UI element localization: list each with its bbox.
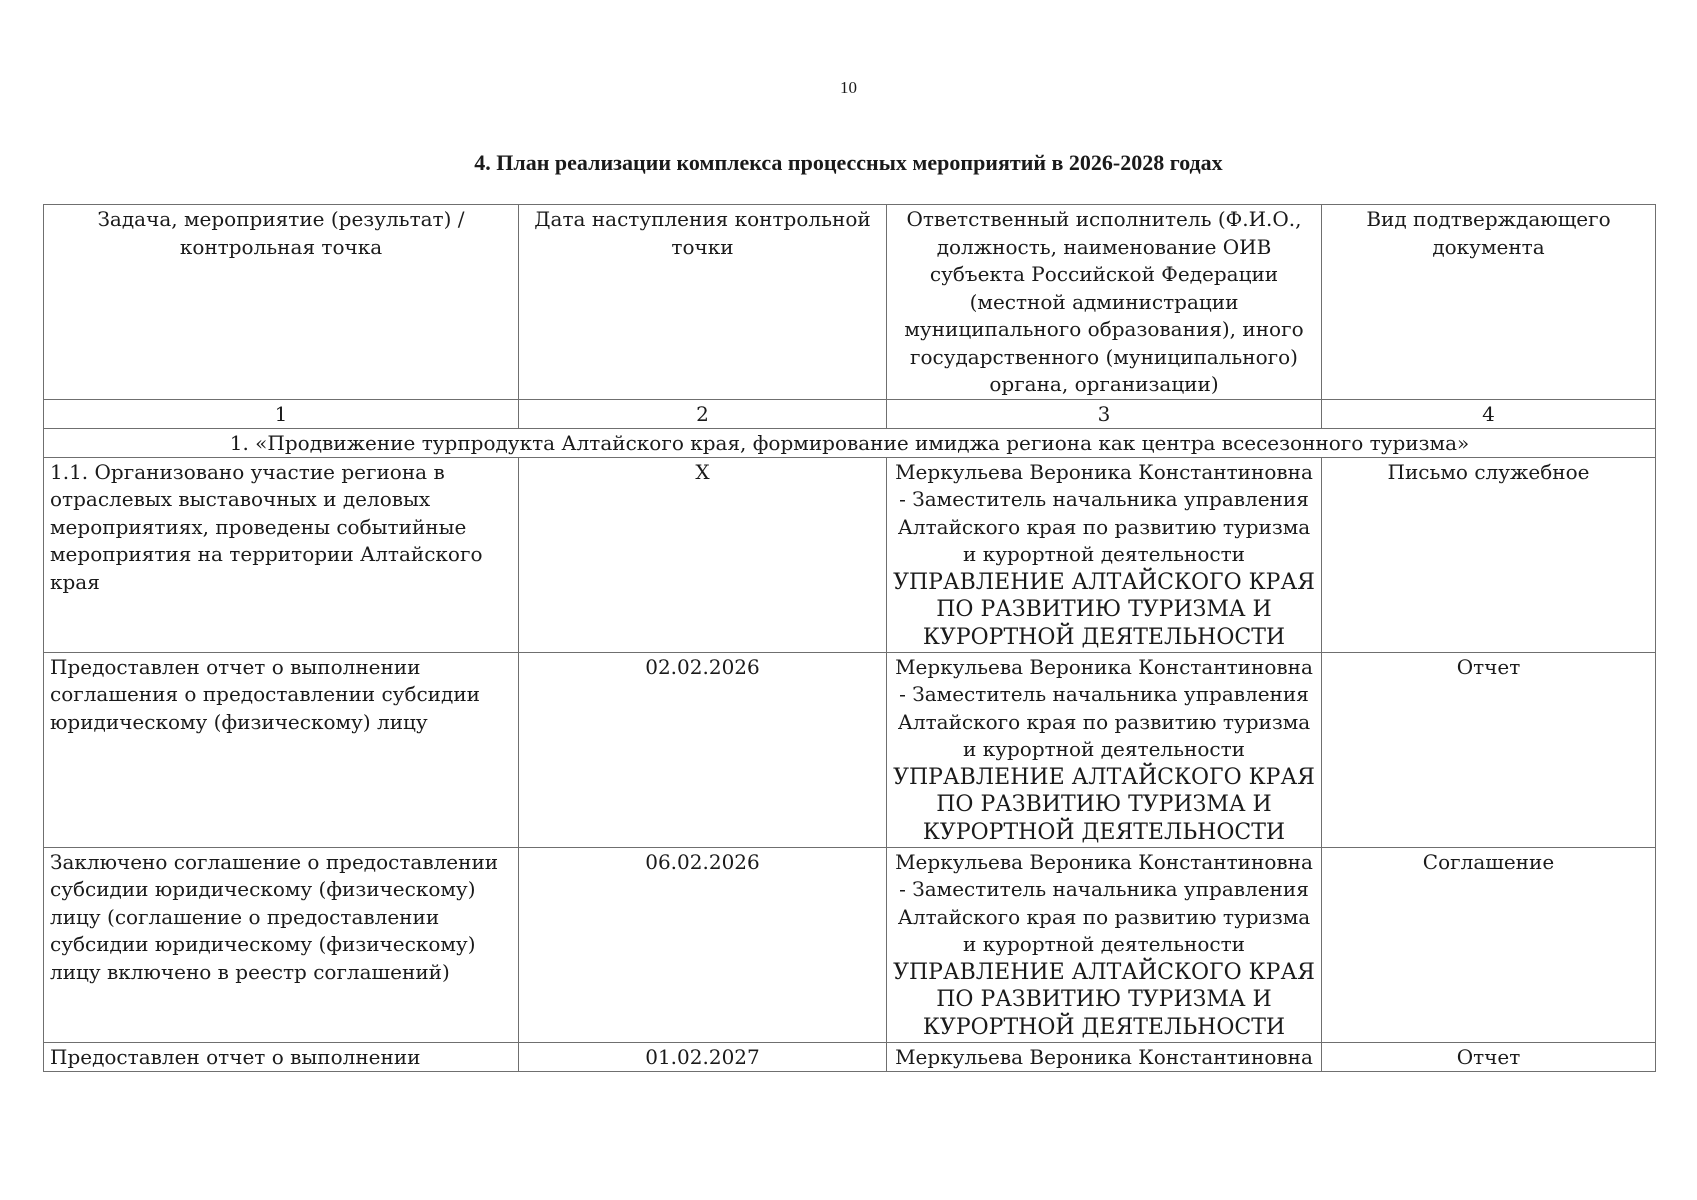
executor-cell bbox=[887, 847, 1322, 1042]
executor-text: Меркульева Вероника Константиновна - Заместитель начальника управления Алтайского края по развитию туризма и курортной деятельности bbox=[895, 849, 1313, 956]
header-executor: Ответственный исполнитель (Ф.И.О., должность, наименование ОИВ субъекта Российской Федерации (местной администрации муниципального образования), иного государственного (муниципального) органа, организации) bbox=[887, 205, 1322, 400]
column-number: 2 bbox=[519, 399, 887, 428]
executor-cell: Меркульева Вероника Константиновна bbox=[887, 1042, 1322, 1072]
table-row bbox=[44, 847, 1656, 1042]
task-cell: Заключено соглашение о предоставлении субсидии юридическому (физическому) лицу (соглашение о предоставлении субсидии юридическому (физическому) лицу включено в реестр соглашений) bbox=[44, 847, 519, 1042]
executor-text: Меркульева Вероника Константиновна - Заместитель начальника управления Алтайского края по развитию туризма и курортной деятельности bbox=[895, 654, 1313, 761]
header-document: Вид подтверждающего документа bbox=[1322, 205, 1656, 400]
page-number: 10 bbox=[840, 78, 857, 97]
header-task: Задача, мероприятие (результат) / контрольная точка bbox=[44, 205, 519, 400]
column-number: 1 bbox=[44, 399, 519, 428]
executor-cell bbox=[887, 652, 1322, 847]
date-cell: 01.02.2027 bbox=[519, 1042, 887, 1072]
section-title: 1. «Продвижение турпродукта Алтайского края, формирование имиджа региона как центра всесезонного туризма» bbox=[44, 428, 1656, 457]
organization-text: УПРАВЛЕНИЕ АЛТАЙСКОГО КРАЯ ПО РАЗВИТИЮ ТУРИЗМА И КУРОРТНОЙ ДЕЯТЕЛЬНОСТИ bbox=[893, 764, 1315, 845]
column-number: 4 bbox=[1322, 399, 1656, 428]
table-row bbox=[44, 652, 1656, 847]
header-date: Дата наступления контрольной точки bbox=[519, 205, 887, 400]
document-cell: Отчет bbox=[1322, 1042, 1656, 1072]
table-row bbox=[44, 457, 1656, 652]
page-title: 4. План реализации комплекса процессных мероприятий в 2026-2028 годах bbox=[474, 150, 1223, 175]
column-number: 3 bbox=[887, 399, 1322, 428]
date-cell: 02.02.2026 bbox=[519, 652, 887, 847]
organization-text: УПРАВЛЕНИЕ АЛТАЙСКОГО КРАЯ ПО РАЗВИТИЮ ТУРИЗМА И КУРОРТНОЙ ДЕЯТЕЛЬНОСТИ bbox=[893, 959, 1315, 1040]
section-row bbox=[44, 428, 1656, 457]
date-cell: X bbox=[519, 457, 887, 652]
document-cell: Отчет bbox=[1322, 652, 1656, 847]
task-cell: Предоставлен отчет о выполнении bbox=[44, 1042, 519, 1072]
column-number-row bbox=[44, 399, 1656, 428]
document-cell: Соглашение bbox=[1322, 847, 1656, 1042]
task-cell: Предоставлен отчет о выполнении соглашения о предоставлении субсидии юридическому (физическому) лицу bbox=[44, 652, 519, 847]
table-header-row bbox=[44, 205, 1656, 400]
table-row bbox=[44, 1042, 1656, 1072]
date-cell: 06.02.2026 bbox=[519, 847, 887, 1042]
document-cell: Письмо служебное bbox=[1322, 457, 1656, 652]
task-cell: 1.1. Организовано участие региона в отраслевых выставочных и деловых мероприятиях, проведены событийные мероприятия на территории Алтайского края bbox=[44, 457, 519, 652]
executor-cell bbox=[887, 457, 1322, 652]
plan-table bbox=[43, 204, 1656, 1072]
organization-text: УПРАВЛЕНИЕ АЛТАЙСКОГО КРАЯ ПО РАЗВИТИЮ ТУРИЗМА И КУРОРТНОЙ ДЕЯТЕЛЬНОСТИ bbox=[893, 569, 1315, 650]
executor-text: Меркульева Вероника Константиновна - Заместитель начальника управления Алтайского края по развитию туризма и курортной деятельности bbox=[895, 459, 1313, 566]
